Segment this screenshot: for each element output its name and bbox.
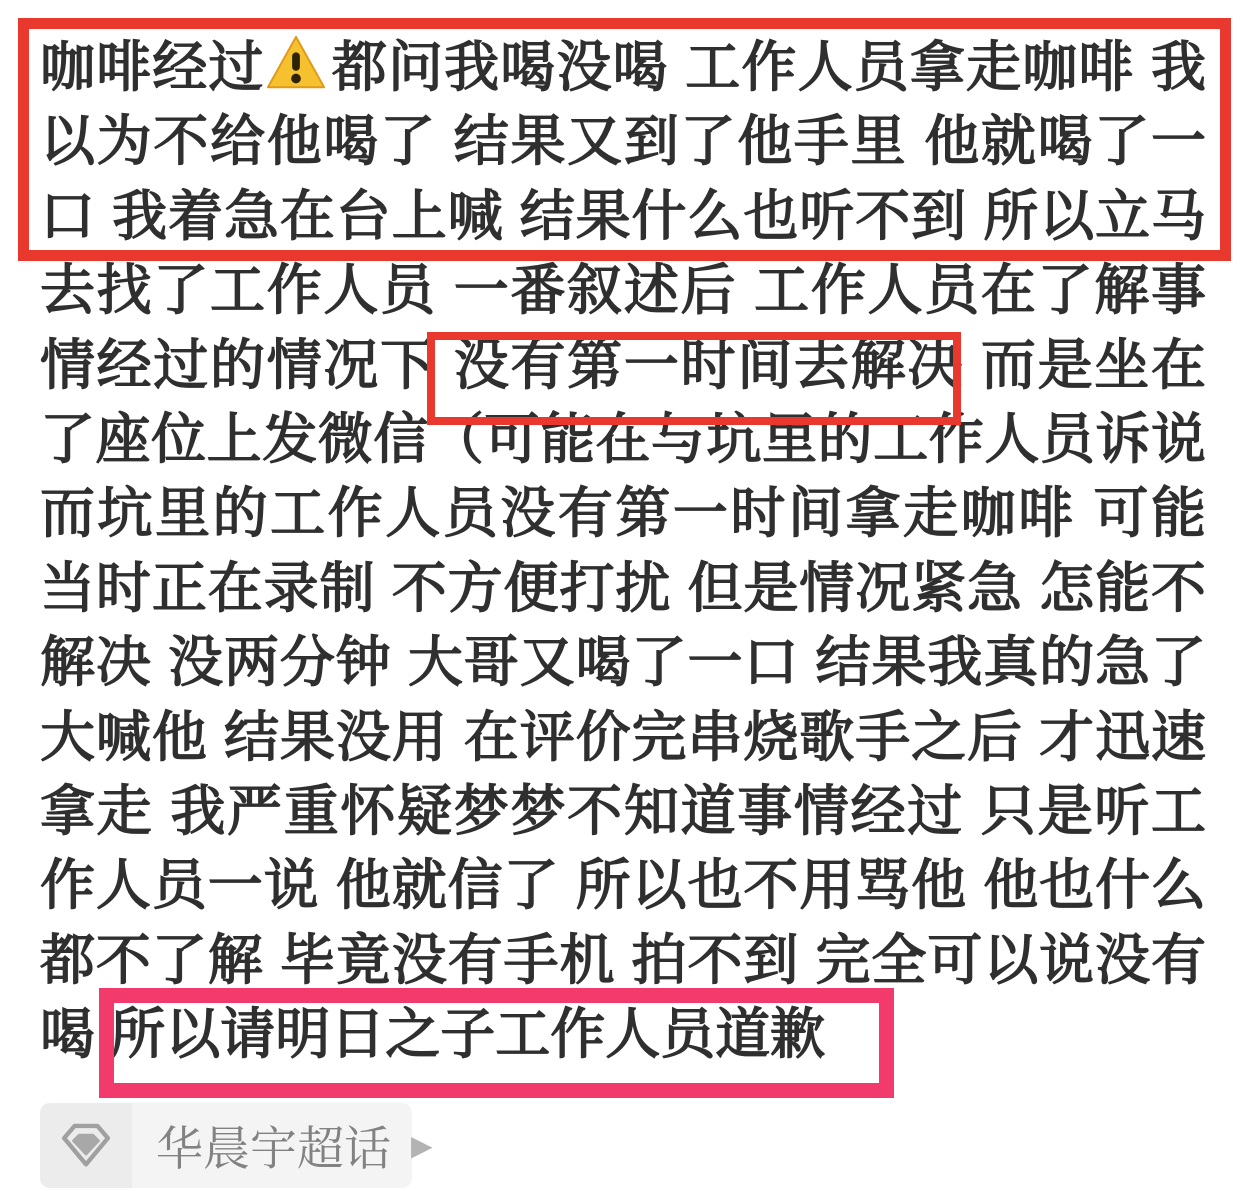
supertopic-diamond-icon xyxy=(40,1103,132,1188)
post-text-line: 拿走 我严重怀疑梦梦不知道事情经过 只是听工 xyxy=(40,779,1206,842)
post-text-line: 当时正在录制 不方便打扰 但是情况紧急 怎能不 xyxy=(40,556,1206,619)
post-text-line: 喝 所以请明日之子工作人员道歉 xyxy=(40,1003,826,1066)
post-text-line: 解决 没两分钟 大哥又喝了一口 结果我真的急了 xyxy=(40,631,1206,694)
post-text-line: 去找了工作人员 一番叙述后 工作人员在了解事 xyxy=(40,259,1206,322)
supertopic-label: 华晨宇超话 xyxy=(156,1122,391,1175)
post-text xyxy=(40,30,1206,1071)
post-text-line: 而坑里的工作人员没有第一时间拿走咖啡 可能 xyxy=(40,482,1206,545)
line1-suffix: 都问我喝没喝 工作人员拿走咖啡 我 xyxy=(330,36,1206,98)
post-text-line: 口 我着急在台上喊 结果什么也听不到 所以立马 xyxy=(40,184,1206,247)
supertopic-tag[interactable] xyxy=(40,1103,433,1188)
post-text-line: 以为不给他喝了 结果又到了他手里 他就喝了一 xyxy=(40,110,1206,173)
post-text-line: 作人员一说 他就信了 所以也不用骂他 他也什么 xyxy=(40,854,1206,917)
post-text-line: 都不了解 毕竟没有手机 拍不到 完全可以说没有 xyxy=(40,928,1206,991)
post-text-line: 了座位上发微信（可能在与坑里的工作人员诉说 xyxy=(40,407,1206,470)
post-text-line: 情经过的情况下 没有第一时间去解决 而是坐在 xyxy=(40,333,1206,396)
line1-prefix: 咖啡经过 xyxy=(40,36,265,98)
post-text-line: 大喊他 结果没用 在评价完串烧歌手之后 才迅速 xyxy=(40,705,1206,768)
chevron-right-icon: ▶ xyxy=(411,1129,433,1161)
post-text-line xyxy=(40,30,1206,104)
warning-icon xyxy=(265,32,331,94)
